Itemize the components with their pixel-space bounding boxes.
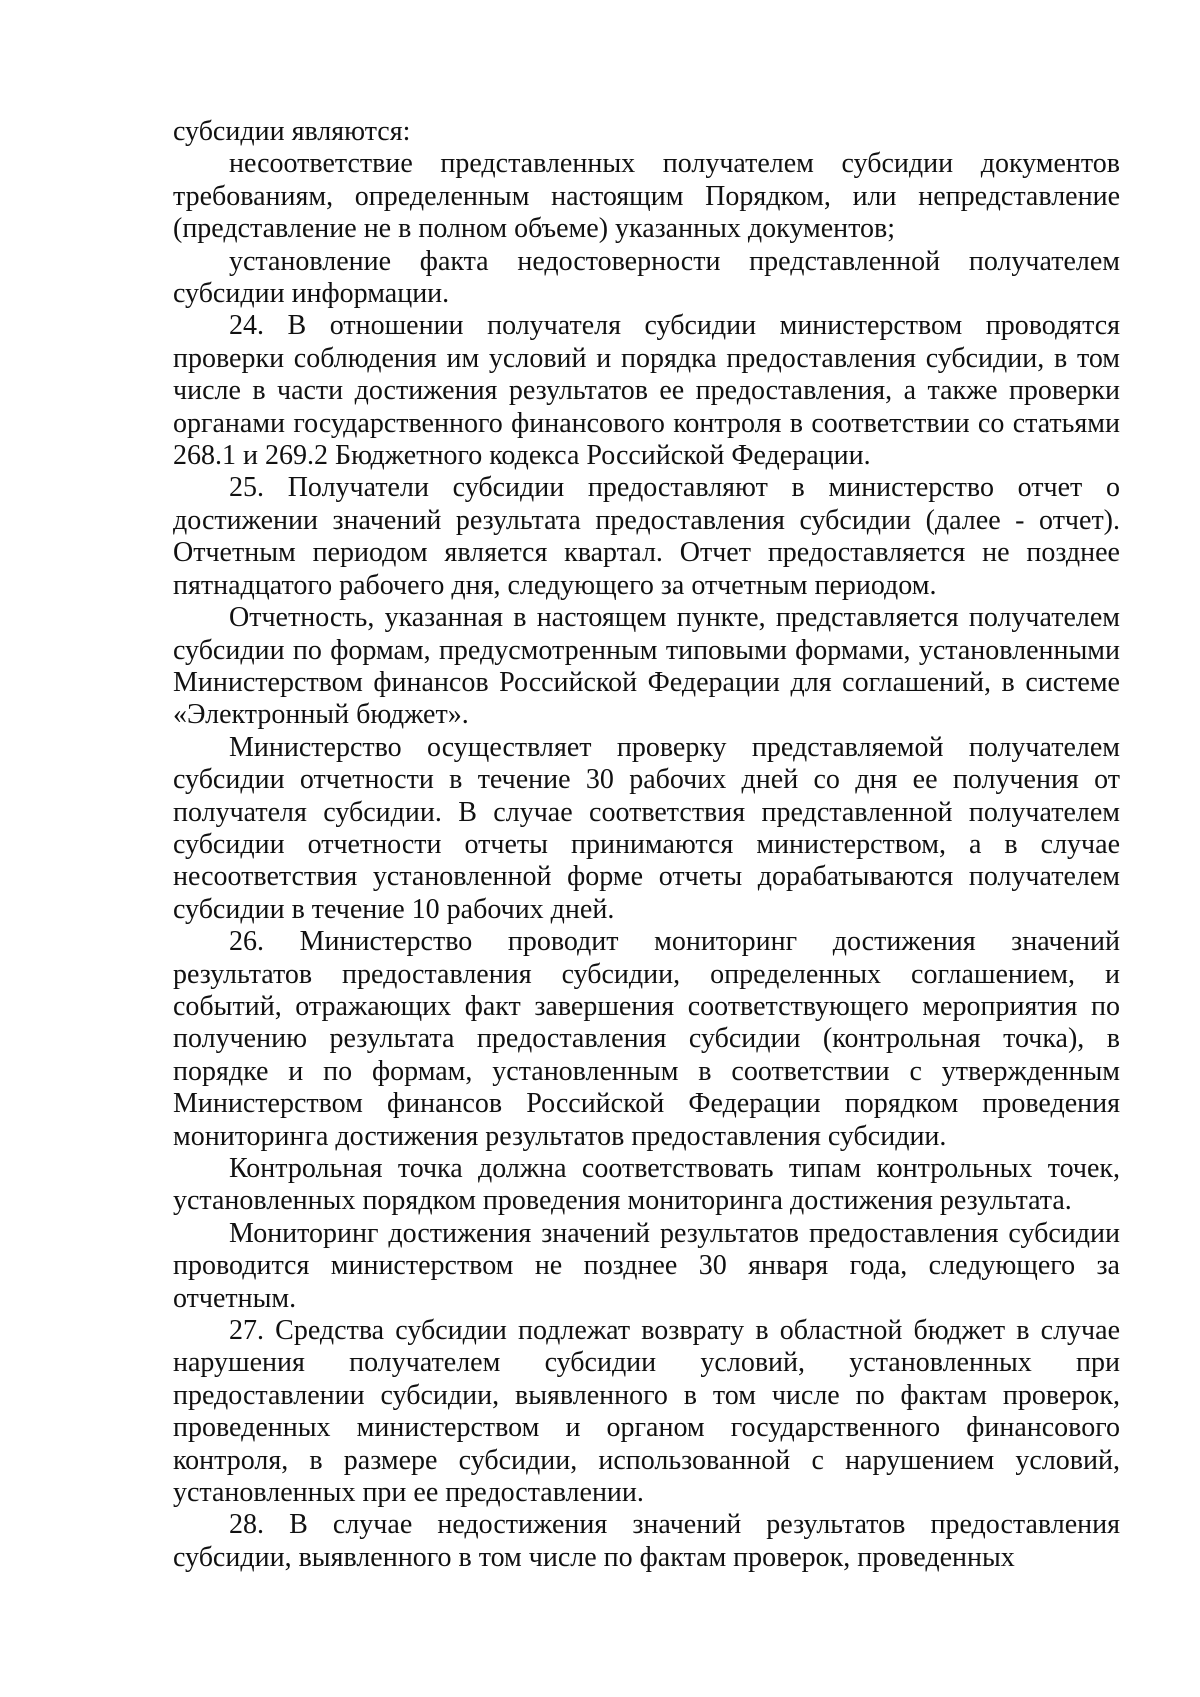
paragraph-reporting-forms: Отчетность, указанная в настоящем пункте, представляется получателем субсидии по формам, предусмотренным типовыми формами, установленными Министерством финансов Российской Федерации для соглашений, в системе «Электронный бюджет». [173, 602, 1120, 731]
document-page [173, 116, 1120, 1574]
paragraph-item-28: 28. В случае недостижения значений результатов предоставления субсидии, выявленного в том числе по фактам проверок, проведенных [173, 1509, 1120, 1573]
paragraph-item-25: 25. Получатели субсидии предоставляют в министерство отчет о достижении значений результата предоставления субсидии (далее - отчет). Отчетным периодом является квартал. Отчет предоставляется не позднее пятнадцатого рабочего дня, следующего за отчетным периодом. [173, 472, 1120, 601]
paragraph-monitoring-deadline: Мониторинг достижения значений результатов предоставления субсидии проводится министерством не позднее 30 января года, следующего за отчетным. [173, 1217, 1120, 1314]
paragraph-item-26: 26. Министерство проводит мониторинг достижения значений результатов предоставления субсидии, определенных соглашением, и событий, отражающих факт завершения соответствующего мероприятия по получению результата предоставления субсидии (контрольная точка), в порядке и по формам, установленным в соответствии с утвержденным Министерством финансов Российской Федерации порядком проведения мониторинга достижения результатов предоставления субсидии. [173, 926, 1120, 1152]
paragraph-mismatch-documents: несоответствие представленных получателем субсидии документов требованиям, определенным настоящим Порядком, или непредставление (представление не в полном объеме) указанных документов; [173, 148, 1120, 245]
paragraph-item-27: 27. Средства субсидии подлежат возврату в областной бюджет в случае нарушения получателем субсидии условий, установленных при предоставлении субсидии, выявленного в том числе по фактам проверок, проведенных министерством и органом государственного финансового контроля, в размере субсидии, использованной с нарушением условий, установленных при ее предоставлении. [173, 1315, 1120, 1509]
paragraph-grounds-intro: субсидии являются: [173, 116, 411, 147]
paragraph-unreliable-info: установление факта недостоверности представленной получателем субсидии информации. [173, 245, 1120, 310]
paragraph-control-point: Контрольная точка должна соответствовать типам контрольных точек, установленных порядком проведения мониторинга достижения результата. [173, 1153, 1120, 1217]
paragraph-item-24: 24. В отношении получателя субсидии министерством проводятся проверки соблюдения им условий и порядка предоставления субсидии, в том числе в части достижения результатов ее предоставления, а также проверки органами государственного финансового контроля в соответствии со статьями 268.1 и 269.2 Бюджетного кодекса Российской Федерации. [173, 310, 1120, 472]
paragraph-report-verification: Министерство осуществляет проверку представляемой получателем субсидии отчетности в течение 30 рабочих дней со дня ее получения от получателя субсидии. В случае соответствия представленной получателем субсидии отчетности отчеты принимаются министерством, а в случае несоответствия установленной форме отчеты дорабатываются получателем субсидии в течение 10 рабочих дней. [173, 731, 1120, 925]
